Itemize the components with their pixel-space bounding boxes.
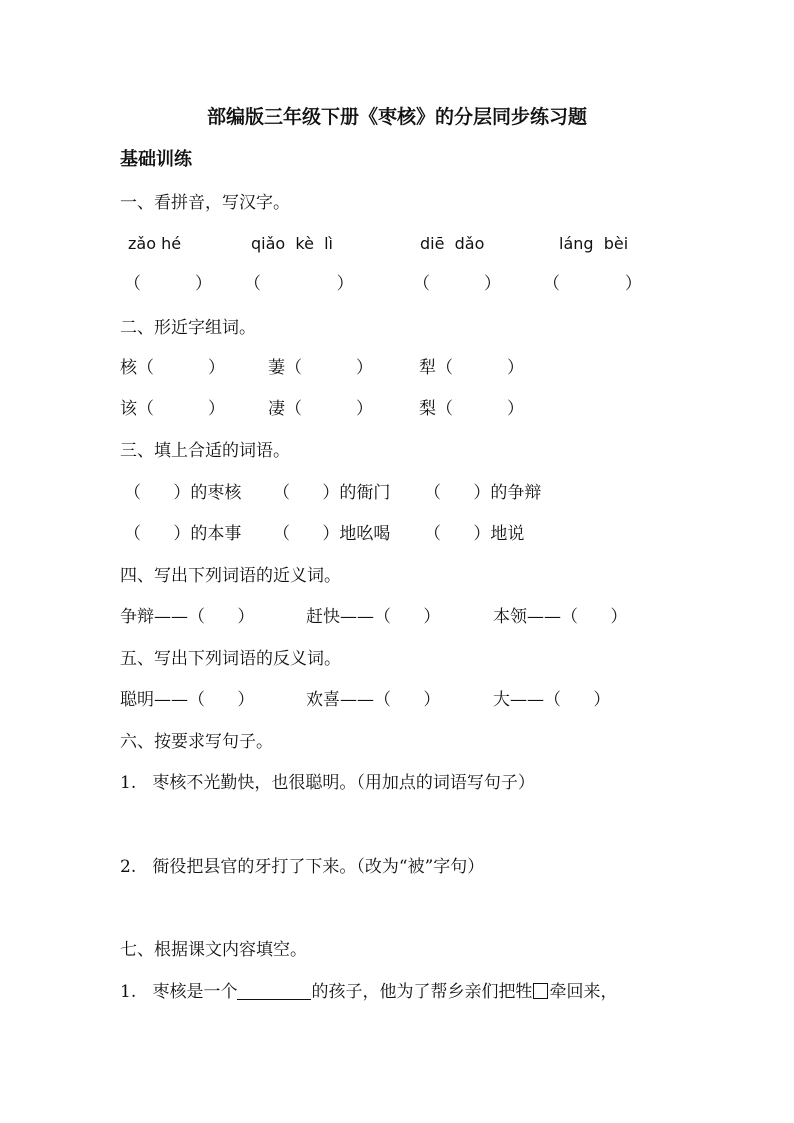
q3-heading: 三、填上合适的词语。 [120, 441, 290, 461]
q6-sentence-2: 2. 衙役把县官的牙打了下来。（改为“被”字句） [120, 857, 485, 877]
q4-item: 本领——（ ） [493, 607, 628, 627]
q1-blank-1: （ ） [124, 274, 213, 294]
q6-heading: 六、按要求写句子。 [120, 732, 273, 752]
q3-item: （ ）的本事 [124, 524, 242, 544]
fill-blank-line [237, 983, 311, 1000]
q7-sentence-1 [120, 982, 617, 1002]
q1-pinyin-3: diē dǎo [420, 234, 485, 253]
q5-item: 大——（ ） [493, 690, 611, 710]
q1-pinyin-1: zǎo hé [128, 234, 182, 253]
q6-sentence-1: 1. 枣核不光勤快，也很聪明。（用加点的词语写句子） [120, 773, 535, 793]
q3-item: （ ）的枣核 [124, 483, 242, 503]
q2-item: 核（ ） [120, 358, 226, 378]
q2-item: 犁（ ） [419, 358, 525, 378]
page-title: 部编版三年级下册《枣核》的分层同步练习题 [206, 106, 587, 128]
q3-item: （ ）的争辩 [424, 483, 542, 503]
q1-blank-4: （ ） [543, 274, 642, 294]
q4-heading: 四、写出下列词语的近义词。 [120, 566, 341, 586]
q1-pinyin-2: qiǎo kè lì [251, 234, 333, 253]
q1-blank-2: （ ） [244, 274, 354, 294]
q3-item: （ ）地吆喝 [273, 524, 391, 544]
q2-item: 梨（ ） [419, 399, 525, 419]
q2-item: 凄（ ） [268, 399, 374, 419]
q3-item: （ ）地说 [424, 524, 525, 544]
q7-s1-post: 牵回来， [549, 982, 618, 1002]
q1-pinyin-4: láng bèi [559, 234, 629, 253]
q5-item: 聪明——（ ） [120, 690, 255, 710]
q5-heading: 五、写出下列词语的反义词。 [120, 649, 341, 669]
q4-item: 赶快——（ ） [306, 607, 441, 627]
q1-heading: 一、看拼音，写汉字。 [120, 193, 290, 213]
q7-heading: 七、根据课文内容填空。 [120, 940, 307, 960]
q7-s1-pre: 枣核是一个 [152, 982, 238, 1002]
q2-item: 萋（ ） [268, 358, 374, 378]
q7-s1-number: 1. [120, 982, 137, 1002]
missing-char-box [533, 983, 548, 999]
q2-heading: 二、形近字组词。 [120, 318, 256, 338]
q4-item: 争辩——（ ） [120, 607, 255, 627]
section-heading: 基础训练 [120, 149, 192, 170]
q2-item: 该（ ） [120, 399, 226, 419]
q5-item: 欢喜——（ ） [306, 690, 441, 710]
q3-item: （ ）的衙门 [273, 483, 391, 503]
q1-blank-3: （ ） [413, 274, 502, 294]
q7-s1-mid: 的孩子，他为了帮乡亲们把牲 [311, 982, 533, 1002]
